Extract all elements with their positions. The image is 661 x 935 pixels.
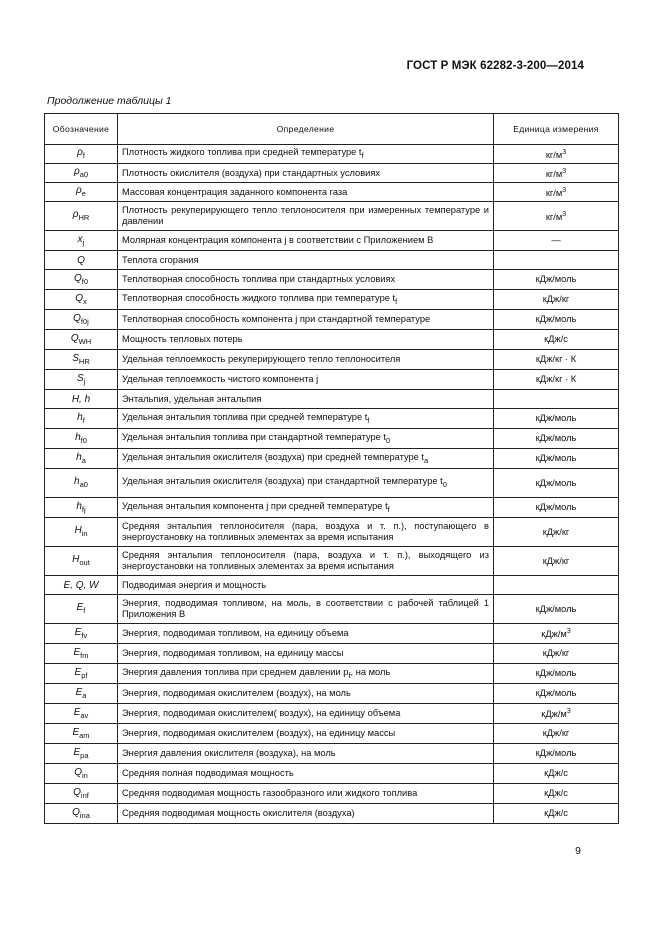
- definition-subscript: 0: [386, 435, 391, 445]
- symbol-subscript: am: [79, 730, 90, 740]
- symbol-cell: [45, 370, 118, 390]
- unit-cell: [494, 518, 619, 547]
- symbol-main: ρ: [77, 147, 83, 158]
- symbol-subscript: f0: [81, 276, 89, 286]
- symbol-main: E: [73, 706, 81, 718]
- table-row: [45, 547, 619, 576]
- unit-text: —: [551, 235, 561, 245]
- symbol-subscript: av: [80, 710, 89, 720]
- definition-text: Средняя энтальпия теплоносителя (пара, воздуха и т. п.), поступающего в энергоустановку на топливных элементах за время испытания: [122, 521, 489, 542]
- symbol-cell: [45, 145, 118, 164]
- definition-cell: [118, 290, 494, 310]
- unit-text: кДж/кг: [542, 648, 570, 658]
- symbol-cell: [45, 704, 118, 724]
- table-row: [45, 498, 619, 518]
- symbol-main: Q: [77, 254, 85, 266]
- symbol-cell: [45, 350, 118, 370]
- unit-cell: [494, 744, 619, 764]
- definition-text: Энергия, подводимая топливом, на единицу объема: [122, 628, 349, 638]
- page-number: 9: [575, 845, 581, 857]
- unit-cell: [494, 764, 619, 784]
- definition-cell: [118, 804, 494, 824]
- definition-cell: [118, 764, 494, 784]
- unit-cell: [494, 202, 619, 231]
- symbol-cell: [45, 409, 118, 429]
- definition-text: Подводимая энергия и мощность: [122, 579, 267, 590]
- unit-superscript: 3: [566, 708, 571, 716]
- unit-cell: [494, 724, 619, 744]
- definition-cell: [118, 429, 494, 449]
- definition-text: Средняя подводимая мощность окислителя (воздуха): [122, 808, 355, 818]
- unit-text: кДж/кг: [542, 728, 570, 738]
- symbol-subscript: inf: [80, 790, 89, 800]
- definition-cell: [118, 724, 494, 744]
- unit-cell: [494, 624, 619, 644]
- unit-cell: [494, 429, 619, 449]
- definition-text: Удельная энтальпия окислителя (воздуха) при стандартной температуре t: [122, 476, 443, 487]
- unit-text: кДж/моль: [535, 413, 577, 423]
- definition-text: Плотность рекуперирующего тепло теплоносителя при измеренных температуре и давлении: [122, 205, 489, 226]
- unit-cell: [494, 498, 619, 518]
- unit-text: кДж/с: [544, 788, 568, 798]
- unit-text: кДж/моль: [535, 502, 577, 512]
- table-row: [45, 784, 619, 804]
- definition-subscript: f: [387, 504, 390, 514]
- definition-cell: [118, 704, 494, 724]
- definition-text: Удельная энтальпия топлива при стандартной температуре t: [122, 431, 386, 442]
- symbol-subscript: f: [82, 415, 85, 425]
- definition-cell: [118, 409, 494, 429]
- definition-cell: [118, 784, 494, 804]
- symbol-cell: [45, 429, 118, 449]
- unit-cell: [494, 164, 619, 183]
- symbol-subscript: j: [82, 237, 85, 247]
- table-row: [45, 764, 619, 784]
- unit-cell: [494, 664, 619, 684]
- symbol-main: H: [74, 525, 82, 536]
- definition-cell: [118, 518, 494, 547]
- table-row: [45, 704, 619, 724]
- symbol-cell: [45, 290, 118, 310]
- table-row: [45, 330, 619, 350]
- definition-cell: [118, 370, 494, 390]
- symbol-subscript: HR: [78, 356, 90, 366]
- symbol-cell: [45, 684, 118, 704]
- definition-text: Энтальпия, удельная энтальпия: [122, 393, 262, 404]
- definition-subscript: f: [348, 670, 351, 680]
- table-row: [45, 310, 619, 330]
- symbol-main: E: [75, 686, 83, 698]
- definition-cell: [118, 547, 494, 576]
- table-row: [45, 469, 619, 498]
- table-row: [45, 290, 619, 310]
- definition-subscript: f: [367, 415, 370, 425]
- symbol-cell: [45, 804, 118, 824]
- symbol-main: Q: [75, 292, 84, 304]
- symbol-cell: [45, 202, 118, 231]
- table-row: [45, 624, 619, 644]
- unit-cell: [494, 183, 619, 202]
- unit-text: кДж/моль: [535, 603, 577, 614]
- symbol-subscript: e: [81, 189, 86, 198]
- unit-text: кДж/с: [544, 334, 568, 344]
- definition-cell: [118, 183, 494, 202]
- symbol-subscript: a0: [79, 480, 88, 489]
- unit-cell: [494, 684, 619, 704]
- symbol-main: E: [73, 746, 81, 758]
- unit-superscript: 3: [562, 186, 567, 194]
- symbol-cell: [45, 547, 118, 576]
- definition-text-tail: , на моль: [350, 666, 391, 677]
- unit-text: кДж/моль: [535, 668, 577, 678]
- table-row: [45, 145, 619, 164]
- definition-subscript: 0: [442, 479, 447, 489]
- table-row: [45, 518, 619, 547]
- definition-text: Энергия, подводимая окислителем( воздух), на единицу объема: [122, 708, 401, 718]
- unit-cell: [494, 644, 619, 664]
- table-row: [45, 390, 619, 409]
- symbol-cell: [45, 310, 118, 330]
- definition-cell: [118, 449, 494, 469]
- definition-text: Теплотворная способность компонента j при стандартной температуре: [122, 314, 431, 324]
- symbol-cell: [45, 784, 118, 804]
- symbol-main: E: [76, 602, 84, 613]
- definition-text: Средняя полная подводимая мощность: [122, 768, 294, 778]
- symbol-main: Q: [74, 766, 82, 778]
- symbol-subscript: a0: [79, 170, 89, 179]
- symbol-main: h: [76, 500, 82, 512]
- symbol-cell: [45, 576, 118, 595]
- definition-cell: [118, 202, 494, 231]
- unit-text: кДж/моль: [535, 314, 577, 324]
- definition-text: Удельная теплоемкость чистого компонента j: [122, 374, 319, 384]
- symbol-main: Q: [73, 272, 82, 284]
- unit-text: кг/м: [545, 169, 563, 180]
- symbol-main: E: [74, 626, 82, 638]
- table-row: [45, 164, 619, 183]
- definition-text: Энергия, подводимая окислителем (воздух), на единицу массы: [122, 728, 396, 738]
- definition-text: Энергия, подводимая топливом, на единицу массы: [122, 648, 344, 658]
- symbol-main: Q: [73, 312, 81, 324]
- definition-subscript: a: [424, 455, 429, 465]
- definition-cell: [118, 498, 494, 518]
- symbol-main: Q: [73, 786, 81, 798]
- unit-text: кДж/моль: [535, 453, 577, 463]
- unit-text: кДж/м: [541, 629, 567, 640]
- symbol-cell: [45, 644, 118, 664]
- symbol-subscript: WH: [78, 336, 92, 346]
- header-unit: Единица измерения: [494, 114, 619, 145]
- definition-cell: [118, 330, 494, 350]
- symbol-subscript: f0: [80, 435, 87, 445]
- unit-text: кДж/моль: [535, 433, 577, 443]
- table-row: [45, 664, 619, 684]
- table-row: [45, 644, 619, 664]
- table-row: [45, 202, 619, 231]
- symbol-subscript: fv: [81, 630, 88, 640]
- symbol-main: x: [77, 233, 83, 245]
- definition-cell: [118, 684, 494, 704]
- unit-cell: [494, 784, 619, 804]
- unit-superscript: 3: [562, 167, 567, 175]
- definition-text: Энергия давления окислителя (воздуха), на моль: [122, 748, 336, 758]
- unit-cell: [494, 350, 619, 370]
- symbol-main: E: [73, 646, 81, 658]
- definition-cell: [118, 469, 494, 498]
- definition-subscript: f: [395, 296, 398, 306]
- unit-cell: [494, 251, 619, 270]
- symbol-cell: [45, 764, 118, 784]
- definition-cell: [118, 164, 494, 183]
- symbol-main: E: [72, 726, 80, 738]
- definition-cell: [118, 310, 494, 330]
- definition-cell: [118, 664, 494, 684]
- unit-text: кДж/моль: [535, 477, 577, 488]
- definition-text: Удельная энтальпия топлива при средней температуре t: [122, 411, 368, 422]
- symbol-cell: [45, 595, 118, 624]
- symbol-subscript: pa: [80, 750, 89, 760]
- header-definition: Определение: [118, 114, 494, 145]
- definition-text: Теплотворная способность жидкого топлива при температуре t: [122, 292, 396, 303]
- table-row: [45, 231, 619, 251]
- symbol-subscript: fm: [80, 650, 89, 660]
- unit-text: кДж/кг · К: [535, 354, 577, 364]
- symbol-cell: [45, 518, 118, 547]
- unit-cell: [494, 469, 619, 498]
- table-row: [45, 576, 619, 595]
- unit-text: кДж/кг: [542, 526, 570, 537]
- symbol-subscript: f: [83, 606, 86, 615]
- symbol-cell: [45, 183, 118, 202]
- symbol-subscript: in: [81, 770, 88, 780]
- definition-text: Энергия, подводимая топливом, на моль, в соответствии с рабочей таблицей 1 Приложения В: [122, 598, 489, 619]
- symbol-subscript: f: [82, 151, 85, 160]
- definition-text: Средняя подводимая мощность газообразного или жидкого топлива: [122, 788, 418, 798]
- unit-superscript: 3: [566, 628, 571, 636]
- symbol-cell: [45, 270, 118, 290]
- table-row: [45, 724, 619, 744]
- unit-cell: [494, 290, 619, 310]
- symbol-cell: [45, 744, 118, 764]
- symbol-cell: [45, 164, 118, 183]
- unit-cell: [494, 370, 619, 390]
- table-row: [45, 449, 619, 469]
- definition-text: Средняя энтальпия теплоносителя (пара, воздуха и т. п.), выходящего из энергоустановки на топливных элементах за время испытания: [122, 550, 489, 571]
- unit-superscript: 3: [562, 148, 567, 156]
- unit-cell: [494, 390, 619, 409]
- table-row: [45, 744, 619, 764]
- symbol-main: h: [76, 451, 82, 463]
- symbol-main: h: [77, 411, 83, 423]
- unit-text: кДж/с: [544, 768, 568, 778]
- definition-text: Молярная концентрация компонента j в соответствии с Приложением В: [122, 235, 434, 245]
- unit-text: кДж/моль: [535, 274, 577, 284]
- unit-text: кДж/с: [544, 808, 568, 818]
- symbol-cell: [45, 624, 118, 644]
- unit-cell: [494, 704, 619, 724]
- unit-cell: [494, 547, 619, 576]
- unit-cell: [494, 270, 619, 290]
- definition-cell: [118, 350, 494, 370]
- symbols-table: [44, 113, 619, 824]
- definition-text: Плотность жидкого топлива при средней температуре t: [122, 147, 362, 158]
- unit-text: кДж/кг: [542, 555, 570, 566]
- definition-cell: [118, 576, 494, 595]
- definition-cell: [118, 390, 494, 409]
- unit-text: кДж/м: [541, 709, 567, 720]
- symbol-main: ρ: [73, 166, 80, 177]
- symbol-main: S: [76, 372, 84, 384]
- symbol-cell: [45, 390, 118, 409]
- unit-cell: [494, 804, 619, 824]
- definition-cell: [118, 231, 494, 251]
- unit-text: кДж/моль: [535, 748, 577, 758]
- table-continuation-label: Продолжение таблицы 1: [47, 95, 172, 107]
- unit-cell: [494, 409, 619, 429]
- unit-cell: [494, 330, 619, 350]
- symbol-subscript: out: [79, 558, 90, 567]
- symbol-main: H, h: [71, 393, 91, 405]
- unit-text: кг/м: [545, 150, 563, 161]
- symbol-cell: [45, 664, 118, 684]
- unit-cell: [494, 231, 619, 251]
- definition-cell: [118, 644, 494, 664]
- symbol-cell: [45, 330, 118, 350]
- definition-text: Теплотворная способность топлива при стандартных условиях: [122, 274, 396, 284]
- symbol-subscript: in: [81, 529, 88, 538]
- symbol-main: h: [75, 431, 81, 443]
- symbol-subscript: a: [81, 455, 86, 465]
- table-row: [45, 684, 619, 704]
- definition-cell: [118, 251, 494, 270]
- symbol-subscript: fj: [81, 504, 86, 514]
- table-header-row: [45, 114, 619, 145]
- symbol-main: Q: [70, 332, 79, 344]
- symbol-cell: [45, 724, 118, 744]
- unit-superscript: 3: [562, 210, 567, 218]
- symbol-subscript: HR: [78, 213, 90, 222]
- table-row: [45, 350, 619, 370]
- unit-cell: [494, 310, 619, 330]
- definition-text: Удельная энтальпия компонента j при средней температуре t: [122, 500, 388, 511]
- unit-text: кДж/кг: [542, 294, 570, 304]
- table-row: [45, 270, 619, 290]
- symbol-subscript: ina: [79, 810, 90, 820]
- symbol-main: h: [74, 476, 80, 487]
- unit-cell: [494, 145, 619, 164]
- unit-text: кДж/кг · К: [535, 374, 577, 384]
- definition-text: Удельная теплоемкость рекуперирующего тепло теплоносителя: [122, 354, 401, 364]
- symbol-cell: [45, 469, 118, 498]
- symbol-main: H: [72, 554, 80, 565]
- definition-text: Теплота сгорания: [122, 254, 199, 265]
- symbol-main: E: [74, 666, 82, 678]
- unit-text: кДж/моль: [535, 688, 577, 698]
- definition-cell: [118, 624, 494, 644]
- symbol-cell: [45, 231, 118, 251]
- definition-cell: [118, 744, 494, 764]
- table-row: [45, 370, 619, 390]
- table-row: [45, 595, 619, 624]
- unit-cell: [494, 576, 619, 595]
- table-row: [45, 804, 619, 824]
- table-row: [45, 409, 619, 429]
- unit-cell: [494, 449, 619, 469]
- symbol-main: E, Q, W: [63, 579, 99, 591]
- table-row: [45, 251, 619, 270]
- definition-text: Плотность окислителя (воздуха) при стандартных условиях: [122, 167, 381, 178]
- header-symbol: Обозначение: [45, 114, 118, 145]
- symbol-cell: [45, 449, 118, 469]
- symbol-subscript: x: [83, 296, 87, 306]
- document-header: ГОСТ Р МЭК 62282-3-200—2014: [406, 60, 584, 72]
- unit-text: кг/м: [545, 188, 563, 199]
- symbol-main: ρ: [76, 185, 82, 196]
- symbol-subscript: j: [83, 376, 86, 386]
- definition-cell: [118, 595, 494, 624]
- symbol-subscript: pf: [81, 670, 88, 680]
- definition-subscript: f: [361, 150, 364, 160]
- table-row: [45, 429, 619, 449]
- definition-text: Энергия, подводимая окислителем (воздух), на моль: [122, 688, 351, 698]
- definition-text: Массовая концентрация заданного компонента газа: [122, 186, 348, 197]
- symbol-subscript: a: [82, 690, 87, 700]
- definition-cell: [118, 145, 494, 164]
- unit-text: кг/м: [545, 212, 563, 223]
- table-row: [45, 183, 619, 202]
- symbol-main: Q: [72, 806, 80, 818]
- definition-text: Мощность тепловых потерь: [122, 334, 243, 344]
- definition-text: Удельная энтальпия окислителя (воздуха) при средней температуре t: [122, 451, 424, 462]
- symbol-main: S: [72, 352, 79, 364]
- definition-text: Энергия давления топлива при среднем давлении p: [122, 666, 349, 677]
- symbol-cell: [45, 498, 118, 518]
- definition-cell: [118, 270, 494, 290]
- unit-cell: [494, 595, 619, 624]
- symbol-main: ρ: [72, 209, 79, 220]
- symbol-subscript: f0j: [80, 316, 89, 326]
- symbol-cell: [45, 251, 118, 270]
